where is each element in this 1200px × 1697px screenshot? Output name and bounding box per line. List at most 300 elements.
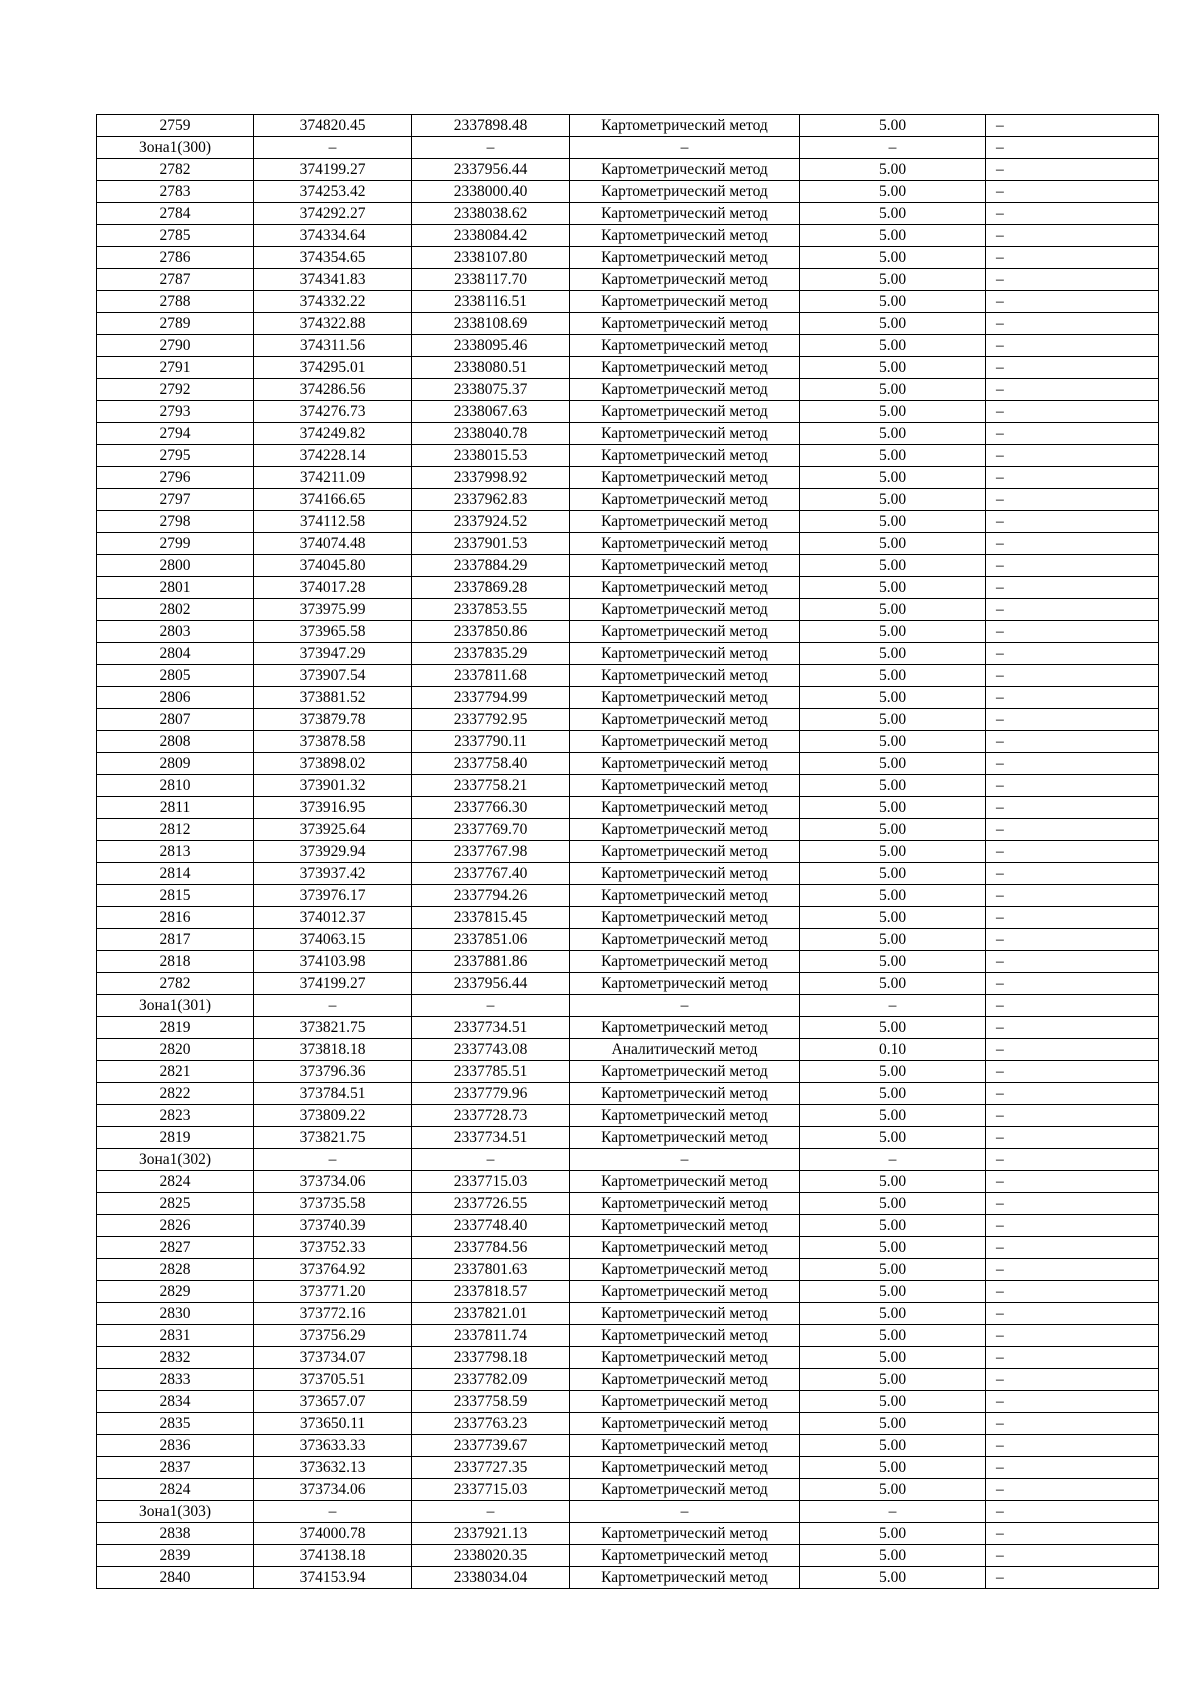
table-row bbox=[97, 357, 1159, 379]
accuracy-cell: 5.00 bbox=[800, 599, 986, 621]
point-number-cell: 2827 bbox=[97, 1237, 254, 1259]
y-coordinate-cell: 2337962.83 bbox=[412, 489, 570, 511]
y-coordinate-cell: 2338075.37 bbox=[412, 379, 570, 401]
description-cell: – bbox=[986, 1457, 1159, 1479]
description-cell: – bbox=[986, 335, 1159, 357]
method-cell: Картометрический метод bbox=[570, 445, 800, 467]
accuracy-cell: 5.00 bbox=[800, 555, 986, 577]
point-number-cell: 2821 bbox=[97, 1061, 254, 1083]
description-cell: – bbox=[986, 1435, 1159, 1457]
y-coordinate-cell: 2337739.67 bbox=[412, 1435, 570, 1457]
accuracy-cell: 5.00 bbox=[800, 643, 986, 665]
accuracy-cell: 5.00 bbox=[800, 1083, 986, 1105]
x-coordinate-cell: 373650.11 bbox=[254, 1413, 412, 1435]
description-cell: – bbox=[986, 1413, 1159, 1435]
accuracy-cell: 5.00 bbox=[800, 269, 986, 291]
y-coordinate-cell: 2337811.68 bbox=[412, 665, 570, 687]
x-coordinate-cell: 373975.99 bbox=[254, 599, 412, 621]
table-row bbox=[97, 1479, 1159, 1501]
method-cell: – bbox=[570, 995, 800, 1017]
point-number-cell: 2831 bbox=[97, 1325, 254, 1347]
x-coordinate-cell: 373734.06 bbox=[254, 1171, 412, 1193]
table-row bbox=[97, 1325, 1159, 1347]
x-coordinate-cell: 374103.98 bbox=[254, 951, 412, 973]
table-row bbox=[97, 665, 1159, 687]
y-coordinate-cell: 2337821.01 bbox=[412, 1303, 570, 1325]
accuracy-cell: 5.00 bbox=[800, 247, 986, 269]
method-cell: Картометрический метод bbox=[570, 225, 800, 247]
accuracy-cell: – bbox=[800, 1501, 986, 1523]
description-cell: – bbox=[986, 731, 1159, 753]
description-cell: – bbox=[986, 467, 1159, 489]
accuracy-cell: 5.00 bbox=[800, 445, 986, 467]
point-number-cell: 2828 bbox=[97, 1259, 254, 1281]
point-number-cell: 2811 bbox=[97, 797, 254, 819]
description-cell: – bbox=[986, 1523, 1159, 1545]
method-cell: Картометрический метод bbox=[570, 577, 800, 599]
description-cell: – bbox=[986, 1391, 1159, 1413]
table-row bbox=[97, 753, 1159, 775]
point-number-cell: 2805 bbox=[97, 665, 254, 687]
table-row bbox=[97, 511, 1159, 533]
description-cell: – bbox=[986, 137, 1159, 159]
x-coordinate-cell: 374334.64 bbox=[254, 225, 412, 247]
table-row bbox=[97, 1567, 1159, 1589]
accuracy-cell: 5.00 bbox=[800, 181, 986, 203]
accuracy-cell: 5.00 bbox=[800, 973, 986, 995]
method-cell: Картометрический метод bbox=[570, 1105, 800, 1127]
method-cell: Картометрический метод bbox=[570, 819, 800, 841]
point-number-cell: 2813 bbox=[97, 841, 254, 863]
y-coordinate-cell: 2337790.11 bbox=[412, 731, 570, 753]
accuracy-cell: – bbox=[800, 137, 986, 159]
x-coordinate-cell: 373784.51 bbox=[254, 1083, 412, 1105]
y-coordinate-cell: 2337715.03 bbox=[412, 1171, 570, 1193]
y-coordinate-cell: 2337794.26 bbox=[412, 885, 570, 907]
point-number-cell: 2796 bbox=[97, 467, 254, 489]
table-row bbox=[97, 885, 1159, 907]
y-coordinate-cell: 2337851.06 bbox=[412, 929, 570, 951]
table-row bbox=[97, 203, 1159, 225]
point-number-cell: 2782 bbox=[97, 973, 254, 995]
point-number-cell: 2808 bbox=[97, 731, 254, 753]
y-coordinate-cell: 2337835.29 bbox=[412, 643, 570, 665]
method-cell: Картометрический метод bbox=[570, 1017, 800, 1039]
table-row bbox=[97, 907, 1159, 929]
point-number-cell: 2816 bbox=[97, 907, 254, 929]
method-cell: Аналитический метод bbox=[570, 1039, 800, 1061]
table-row bbox=[97, 159, 1159, 181]
x-coordinate-cell: 373752.33 bbox=[254, 1237, 412, 1259]
accuracy-cell: 5.00 bbox=[800, 1259, 986, 1281]
x-coordinate-cell: 373705.51 bbox=[254, 1369, 412, 1391]
accuracy-cell: 5.00 bbox=[800, 203, 986, 225]
x-coordinate-cell: 373916.95 bbox=[254, 797, 412, 819]
description-cell: – bbox=[986, 775, 1159, 797]
method-cell: Картометрический метод bbox=[570, 291, 800, 313]
x-coordinate-cell: – bbox=[254, 1501, 412, 1523]
method-cell: Картометрический метод bbox=[570, 951, 800, 973]
y-coordinate-cell: 2338034.04 bbox=[412, 1567, 570, 1589]
accuracy-cell: 5.00 bbox=[800, 577, 986, 599]
x-coordinate-cell: 374112.58 bbox=[254, 511, 412, 533]
method-cell: Картометрический метод bbox=[570, 1259, 800, 1281]
method-cell: Картометрический метод bbox=[570, 1567, 800, 1589]
x-coordinate-cell: 374341.83 bbox=[254, 269, 412, 291]
method-cell: Картометрический метод bbox=[570, 665, 800, 687]
x-coordinate-cell: 373976.17 bbox=[254, 885, 412, 907]
accuracy-cell: 5.00 bbox=[800, 1435, 986, 1457]
point-number-cell: 2825 bbox=[97, 1193, 254, 1215]
point-number-cell: 2810 bbox=[97, 775, 254, 797]
table-row bbox=[97, 1171, 1159, 1193]
method-cell: Картометрический метод bbox=[570, 269, 800, 291]
table-row bbox=[97, 445, 1159, 467]
accuracy-cell: 5.00 bbox=[800, 1237, 986, 1259]
point-number-cell: 2820 bbox=[97, 1039, 254, 1061]
table-row bbox=[97, 269, 1159, 291]
table-row bbox=[97, 1303, 1159, 1325]
method-cell: Картометрический метод bbox=[570, 313, 800, 335]
point-number-cell: 2823 bbox=[97, 1105, 254, 1127]
x-coordinate-cell: 374332.22 bbox=[254, 291, 412, 313]
zone-label-cell: Зона1(300) bbox=[97, 137, 254, 159]
description-cell: – bbox=[986, 1083, 1159, 1105]
point-number-cell: 2804 bbox=[97, 643, 254, 665]
description-cell: – bbox=[986, 1193, 1159, 1215]
method-cell: Картометрический метод bbox=[570, 181, 800, 203]
description-cell: – bbox=[986, 269, 1159, 291]
method-cell: Картометрический метод bbox=[570, 621, 800, 643]
method-cell: Картометрический метод bbox=[570, 489, 800, 511]
x-coordinate-cell: – bbox=[254, 1149, 412, 1171]
y-coordinate-cell: 2337801.63 bbox=[412, 1259, 570, 1281]
method-cell: Картометрический метод bbox=[570, 1545, 800, 1567]
description-cell: – bbox=[986, 203, 1159, 225]
method-cell: Картометрический метод bbox=[570, 687, 800, 709]
point-number-cell: 2797 bbox=[97, 489, 254, 511]
accuracy-cell: 5.00 bbox=[800, 1545, 986, 1567]
description-cell: – bbox=[986, 291, 1159, 313]
description-cell: – bbox=[986, 313, 1159, 335]
accuracy-cell: – bbox=[800, 995, 986, 1017]
y-coordinate-cell: 2337921.13 bbox=[412, 1523, 570, 1545]
table-row bbox=[97, 731, 1159, 753]
description-cell: – bbox=[986, 643, 1159, 665]
accuracy-cell: 5.00 bbox=[800, 1479, 986, 1501]
point-number-cell: 2806 bbox=[97, 687, 254, 709]
accuracy-cell: 5.00 bbox=[800, 1171, 986, 1193]
description-cell: – bbox=[986, 1127, 1159, 1149]
y-coordinate-cell: 2337815.45 bbox=[412, 907, 570, 929]
zone-header-row bbox=[97, 137, 1159, 159]
x-coordinate-cell: 374276.73 bbox=[254, 401, 412, 423]
description-cell: – bbox=[986, 907, 1159, 929]
point-number-cell: 2782 bbox=[97, 159, 254, 181]
point-number-cell: 2759 bbox=[97, 115, 254, 137]
point-number-cell: 2790 bbox=[97, 335, 254, 357]
x-coordinate-cell: 373764.92 bbox=[254, 1259, 412, 1281]
method-cell: Картометрический метод bbox=[570, 357, 800, 379]
table-row bbox=[97, 1127, 1159, 1149]
accuracy-cell: 5.00 bbox=[800, 687, 986, 709]
table-row bbox=[97, 709, 1159, 731]
point-number-cell: 2819 bbox=[97, 1127, 254, 1149]
point-number-cell: 2799 bbox=[97, 533, 254, 555]
description-cell: – bbox=[986, 819, 1159, 841]
table-row bbox=[97, 1039, 1159, 1061]
y-coordinate-cell: 2338117.70 bbox=[412, 269, 570, 291]
x-coordinate-cell: 373809.22 bbox=[254, 1105, 412, 1127]
point-number-cell: 2793 bbox=[97, 401, 254, 423]
accuracy-cell: 5.00 bbox=[800, 621, 986, 643]
y-coordinate-cell: 2337767.98 bbox=[412, 841, 570, 863]
x-coordinate-cell: 373735.58 bbox=[254, 1193, 412, 1215]
y-coordinate-cell: 2338020.35 bbox=[412, 1545, 570, 1567]
method-cell: Картометрический метод bbox=[570, 1325, 800, 1347]
point-number-cell: 2786 bbox=[97, 247, 254, 269]
point-number-cell: 2829 bbox=[97, 1281, 254, 1303]
point-number-cell: 2798 bbox=[97, 511, 254, 533]
point-number-cell: 2826 bbox=[97, 1215, 254, 1237]
accuracy-cell: 5.00 bbox=[800, 423, 986, 445]
accuracy-cell: 5.00 bbox=[800, 115, 986, 137]
y-coordinate-cell: 2337901.53 bbox=[412, 533, 570, 555]
description-cell: – bbox=[986, 1237, 1159, 1259]
description-cell: – bbox=[986, 1369, 1159, 1391]
description-cell: – bbox=[986, 841, 1159, 863]
x-coordinate-cell: 373632.13 bbox=[254, 1457, 412, 1479]
zone-label-cell: Зона1(303) bbox=[97, 1501, 254, 1523]
method-cell: Картометрический метод bbox=[570, 1391, 800, 1413]
x-coordinate-cell: 374295.01 bbox=[254, 357, 412, 379]
zone-label-cell: Зона1(302) bbox=[97, 1149, 254, 1171]
method-cell: Картометрический метод bbox=[570, 1171, 800, 1193]
point-number-cell: 2783 bbox=[97, 181, 254, 203]
y-coordinate-cell: 2337726.55 bbox=[412, 1193, 570, 1215]
table-row bbox=[97, 1545, 1159, 1567]
point-number-cell: 2835 bbox=[97, 1413, 254, 1435]
y-coordinate-cell: 2337728.73 bbox=[412, 1105, 570, 1127]
description-cell: – bbox=[986, 1061, 1159, 1083]
x-coordinate-cell: 374063.15 bbox=[254, 929, 412, 951]
x-coordinate-cell: 374311.56 bbox=[254, 335, 412, 357]
y-coordinate-cell: 2337869.28 bbox=[412, 577, 570, 599]
table-row bbox=[97, 1017, 1159, 1039]
y-coordinate-cell: – bbox=[412, 137, 570, 159]
x-coordinate-cell: 373881.52 bbox=[254, 687, 412, 709]
method-cell: – bbox=[570, 137, 800, 159]
y-coordinate-cell: 2337784.56 bbox=[412, 1237, 570, 1259]
table-row bbox=[97, 1369, 1159, 1391]
accuracy-cell: 5.00 bbox=[800, 1193, 986, 1215]
accuracy-cell: 5.00 bbox=[800, 929, 986, 951]
description-cell: – bbox=[986, 577, 1159, 599]
y-coordinate-cell: 2337734.51 bbox=[412, 1017, 570, 1039]
point-number-cell: 2812 bbox=[97, 819, 254, 841]
description-cell: – bbox=[986, 401, 1159, 423]
method-cell: Картометрический метод bbox=[570, 335, 800, 357]
accuracy-cell: 5.00 bbox=[800, 225, 986, 247]
x-coordinate-cell: 374322.88 bbox=[254, 313, 412, 335]
accuracy-cell: 5.00 bbox=[800, 1303, 986, 1325]
x-coordinate-cell: 373796.36 bbox=[254, 1061, 412, 1083]
table-row bbox=[97, 841, 1159, 863]
accuracy-cell: 5.00 bbox=[800, 1061, 986, 1083]
y-coordinate-cell: 2337956.44 bbox=[412, 159, 570, 181]
point-number-cell: 2824 bbox=[97, 1479, 254, 1501]
x-coordinate-cell: 373818.18 bbox=[254, 1039, 412, 1061]
point-number-cell: 2807 bbox=[97, 709, 254, 731]
point-number-cell: 2803 bbox=[97, 621, 254, 643]
point-number-cell: 2834 bbox=[97, 1391, 254, 1413]
point-number-cell: 2819 bbox=[97, 1017, 254, 1039]
x-coordinate-cell: 373898.02 bbox=[254, 753, 412, 775]
accuracy-cell: 5.00 bbox=[800, 1127, 986, 1149]
point-number-cell: 2794 bbox=[97, 423, 254, 445]
table-row bbox=[97, 863, 1159, 885]
y-coordinate-cell: 2338038.62 bbox=[412, 203, 570, 225]
accuracy-cell: 5.00 bbox=[800, 1391, 986, 1413]
description-cell: – bbox=[986, 489, 1159, 511]
description-cell: – bbox=[986, 1545, 1159, 1567]
accuracy-cell: 5.00 bbox=[800, 489, 986, 511]
method-cell: Картометрический метод bbox=[570, 885, 800, 907]
method-cell: Картометрический метод bbox=[570, 907, 800, 929]
y-coordinate-cell: – bbox=[412, 995, 570, 1017]
table-row bbox=[97, 643, 1159, 665]
description-cell: – bbox=[986, 115, 1159, 137]
y-coordinate-cell: – bbox=[412, 1149, 570, 1171]
accuracy-cell: 5.00 bbox=[800, 731, 986, 753]
point-number-cell: 2795 bbox=[97, 445, 254, 467]
method-cell: Картометрический метод bbox=[570, 533, 800, 555]
description-cell: – bbox=[986, 533, 1159, 555]
accuracy-cell: 5.00 bbox=[800, 357, 986, 379]
point-number-cell: 2785 bbox=[97, 225, 254, 247]
x-coordinate-cell: 374000.78 bbox=[254, 1523, 412, 1545]
x-coordinate-cell: 374292.27 bbox=[254, 203, 412, 225]
zone-header-row bbox=[97, 995, 1159, 1017]
x-coordinate-cell: 374228.14 bbox=[254, 445, 412, 467]
table-row bbox=[97, 687, 1159, 709]
point-number-cell: 2791 bbox=[97, 357, 254, 379]
point-number-cell: 2824 bbox=[97, 1171, 254, 1193]
accuracy-cell: 5.00 bbox=[800, 379, 986, 401]
x-coordinate-cell: 373925.64 bbox=[254, 819, 412, 841]
y-coordinate-cell: 2338107.80 bbox=[412, 247, 570, 269]
x-coordinate-cell: 373937.42 bbox=[254, 863, 412, 885]
table-row bbox=[97, 1061, 1159, 1083]
accuracy-cell: 5.00 bbox=[800, 709, 986, 731]
accuracy-cell: 5.00 bbox=[800, 313, 986, 335]
x-coordinate-cell: 373965.58 bbox=[254, 621, 412, 643]
point-number-cell: 2840 bbox=[97, 1567, 254, 1589]
accuracy-cell: 5.00 bbox=[800, 907, 986, 929]
x-coordinate-cell: 374286.56 bbox=[254, 379, 412, 401]
y-coordinate-cell: 2337766.30 bbox=[412, 797, 570, 819]
method-cell: Картометрический метод bbox=[570, 929, 800, 951]
point-number-cell: 2837 bbox=[97, 1457, 254, 1479]
accuracy-cell: 5.00 bbox=[800, 1347, 986, 1369]
description-cell: – bbox=[986, 753, 1159, 775]
point-number-cell: 2833 bbox=[97, 1369, 254, 1391]
table-row bbox=[97, 401, 1159, 423]
y-coordinate-cell: 2337782.09 bbox=[412, 1369, 570, 1391]
x-coordinate-cell: 373821.75 bbox=[254, 1127, 412, 1149]
accuracy-cell: 5.00 bbox=[800, 1413, 986, 1435]
x-coordinate-cell: 373947.29 bbox=[254, 643, 412, 665]
x-coordinate-cell: – bbox=[254, 137, 412, 159]
accuracy-cell: 5.00 bbox=[800, 401, 986, 423]
method-cell: Картометрический метод bbox=[570, 1457, 800, 1479]
method-cell: Картометрический метод bbox=[570, 1237, 800, 1259]
y-coordinate-cell: 2338116.51 bbox=[412, 291, 570, 313]
description-cell: – bbox=[986, 885, 1159, 907]
method-cell: Картометрический метод bbox=[570, 1303, 800, 1325]
x-coordinate-cell: 373907.54 bbox=[254, 665, 412, 687]
accuracy-cell: 5.00 bbox=[800, 1017, 986, 1039]
y-coordinate-cell: 2338015.53 bbox=[412, 445, 570, 467]
accuracy-cell: 5.00 bbox=[800, 1215, 986, 1237]
description-cell: – bbox=[986, 797, 1159, 819]
description-cell: – bbox=[986, 951, 1159, 973]
table-row bbox=[97, 1391, 1159, 1413]
method-cell: Картометрический метод bbox=[570, 753, 800, 775]
y-coordinate-cell: 2337785.51 bbox=[412, 1061, 570, 1083]
coordinates-table-body bbox=[97, 115, 1159, 1589]
y-coordinate-cell: 2337850.86 bbox=[412, 621, 570, 643]
accuracy-cell: 5.00 bbox=[800, 753, 986, 775]
x-coordinate-cell: 374166.65 bbox=[254, 489, 412, 511]
x-coordinate-cell: 374045.80 bbox=[254, 555, 412, 577]
description-cell: – bbox=[986, 709, 1159, 731]
table-row bbox=[97, 951, 1159, 973]
method-cell: Картометрический метод bbox=[570, 1347, 800, 1369]
table-row bbox=[97, 313, 1159, 335]
y-coordinate-cell: 2337758.59 bbox=[412, 1391, 570, 1413]
point-number-cell: 2836 bbox=[97, 1435, 254, 1457]
point-number-cell: 2801 bbox=[97, 577, 254, 599]
table-row bbox=[97, 225, 1159, 247]
table-row bbox=[97, 599, 1159, 621]
description-cell: – bbox=[986, 621, 1159, 643]
method-cell: Картометрический метод bbox=[570, 379, 800, 401]
method-cell: Картометрический метод bbox=[570, 1215, 800, 1237]
method-cell: Картометрический метод bbox=[570, 1523, 800, 1545]
method-cell: Картометрический метод bbox=[570, 1413, 800, 1435]
point-number-cell: 2789 bbox=[97, 313, 254, 335]
x-coordinate-cell: 373878.58 bbox=[254, 731, 412, 753]
table-row bbox=[97, 1259, 1159, 1281]
method-cell: Картометрический метод bbox=[570, 1435, 800, 1457]
description-cell: – bbox=[986, 423, 1159, 445]
method-cell: Картометрический метод bbox=[570, 1369, 800, 1391]
accuracy-cell: 0.10 bbox=[800, 1039, 986, 1061]
accuracy-cell: 5.00 bbox=[800, 1567, 986, 1589]
accuracy-cell: 5.00 bbox=[800, 335, 986, 357]
description-cell: – bbox=[986, 1039, 1159, 1061]
method-cell: Картометрический метод bbox=[570, 1193, 800, 1215]
y-coordinate-cell: 2337748.40 bbox=[412, 1215, 570, 1237]
description-cell: – bbox=[986, 1215, 1159, 1237]
accuracy-cell: – bbox=[800, 1149, 986, 1171]
table-row bbox=[97, 1237, 1159, 1259]
y-coordinate-cell: 2337998.92 bbox=[412, 467, 570, 489]
y-coordinate-cell: 2337924.52 bbox=[412, 511, 570, 533]
description-cell: – bbox=[986, 1501, 1159, 1523]
zone-label-cell: Зона1(301) bbox=[97, 995, 254, 1017]
